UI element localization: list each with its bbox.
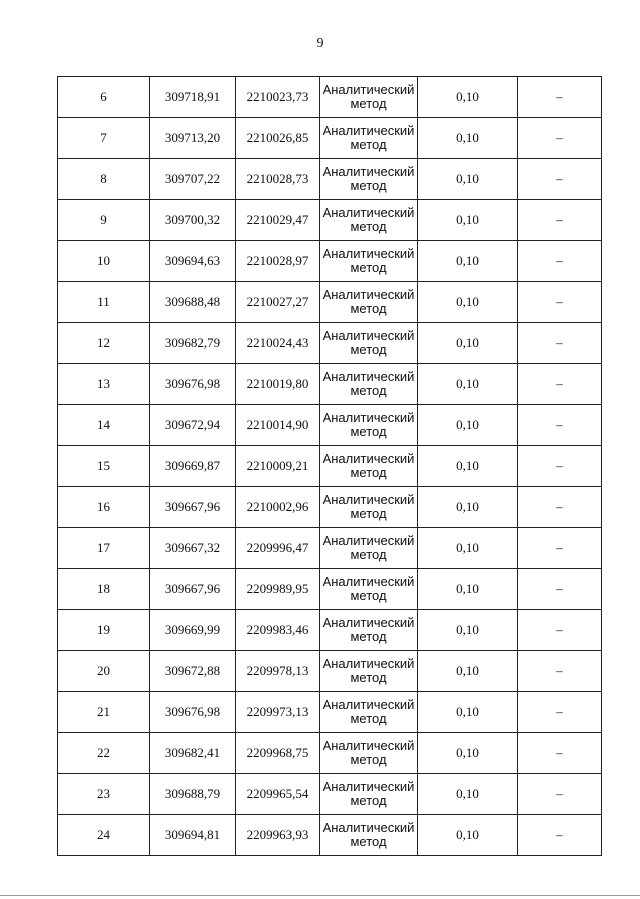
- table-row: [58, 241, 602, 282]
- precision-cell: 0,10: [418, 323, 518, 364]
- y-coordinate-cell: 2210027,27: [236, 282, 320, 323]
- x-coordinate-cell: 309676,98: [150, 692, 236, 733]
- x-coordinate-cell: 309688,48: [150, 282, 236, 323]
- method-label-line1: Аналитический: [322, 123, 415, 138]
- method-cell: [320, 159, 418, 200]
- point-number-cell: 13: [58, 364, 150, 405]
- method-cell: [320, 446, 418, 487]
- method-cell: [320, 651, 418, 692]
- note-cell: –: [518, 405, 602, 446]
- method-label-line2: метод: [350, 260, 387, 275]
- point-number-cell: 21: [58, 692, 150, 733]
- page-bottom-rule: [0, 895, 640, 896]
- note-cell: –: [518, 815, 602, 856]
- method-label-line1: Аналитический: [322, 205, 415, 220]
- method-label-line1: Аналитический: [322, 410, 415, 425]
- method-label-line2: метод: [350, 342, 387, 357]
- y-coordinate-cell: 2210019,80: [236, 364, 320, 405]
- method-cell: [320, 487, 418, 528]
- method-label-line1: Аналитический: [322, 246, 415, 261]
- x-coordinate-cell: 309676,98: [150, 364, 236, 405]
- method-cell: [320, 364, 418, 405]
- note-cell: –: [518, 77, 602, 118]
- table-row: [58, 610, 602, 651]
- precision-cell: 0,10: [418, 733, 518, 774]
- table-row: [58, 815, 602, 856]
- method-label-line1: Аналитический: [322, 164, 415, 179]
- point-number-cell: 16: [58, 487, 150, 528]
- x-coordinate-cell: 309667,96: [150, 487, 236, 528]
- table-row: [58, 487, 602, 528]
- table-row: [58, 323, 602, 364]
- x-coordinate-cell: 309700,32: [150, 200, 236, 241]
- table-row: [58, 118, 602, 159]
- method-label-line2: метод: [350, 219, 387, 234]
- point-number-cell: 11: [58, 282, 150, 323]
- precision-cell: 0,10: [418, 774, 518, 815]
- note-cell: –: [518, 241, 602, 282]
- method-label-line2: метод: [350, 383, 387, 398]
- point-number-cell: 6: [58, 77, 150, 118]
- precision-cell: 0,10: [418, 651, 518, 692]
- table-row: [58, 77, 602, 118]
- point-number-cell: 23: [58, 774, 150, 815]
- point-number-cell: 20: [58, 651, 150, 692]
- method-cell: [320, 692, 418, 733]
- x-coordinate-cell: 309682,41: [150, 733, 236, 774]
- y-coordinate-cell: 2209989,95: [236, 569, 320, 610]
- note-cell: –: [518, 159, 602, 200]
- y-coordinate-cell: 2209965,54: [236, 774, 320, 815]
- y-coordinate-cell: 2210014,90: [236, 405, 320, 446]
- precision-cell: 0,10: [418, 405, 518, 446]
- table-row: [58, 159, 602, 200]
- method-label-line2: метод: [350, 629, 387, 644]
- point-number-cell: 9: [58, 200, 150, 241]
- y-coordinate-cell: 2210023,73: [236, 77, 320, 118]
- y-coordinate-cell: 2209968,75: [236, 733, 320, 774]
- method-cell: [320, 405, 418, 446]
- method-label-line1: Аналитический: [322, 451, 415, 466]
- method-label-line2: метод: [350, 506, 387, 521]
- table-row: [58, 569, 602, 610]
- precision-cell: 0,10: [418, 610, 518, 651]
- precision-cell: 0,10: [418, 200, 518, 241]
- point-number-cell: 22: [58, 733, 150, 774]
- x-coordinate-cell: 309694,81: [150, 815, 236, 856]
- method-cell: [320, 528, 418, 569]
- note-cell: –: [518, 118, 602, 159]
- x-coordinate-cell: 309667,32: [150, 528, 236, 569]
- x-coordinate-cell: 309694,63: [150, 241, 236, 282]
- method-label-line1: Аналитический: [322, 82, 415, 97]
- method-label-line1: Аналитический: [322, 615, 415, 630]
- method-label-line1: Аналитический: [322, 656, 415, 671]
- precision-cell: 0,10: [418, 282, 518, 323]
- method-cell: [320, 774, 418, 815]
- note-cell: –: [518, 610, 602, 651]
- method-label-line1: Аналитический: [322, 738, 415, 753]
- table-row: [58, 282, 602, 323]
- method-cell: [320, 815, 418, 856]
- note-cell: –: [518, 282, 602, 323]
- table-row: [58, 405, 602, 446]
- note-cell: –: [518, 446, 602, 487]
- table-row: [58, 651, 602, 692]
- method-label-line1: Аналитический: [322, 574, 415, 589]
- y-coordinate-cell: 2210002,96: [236, 487, 320, 528]
- y-coordinate-cell: 2209973,13: [236, 692, 320, 733]
- note-cell: –: [518, 200, 602, 241]
- x-coordinate-cell: 309682,79: [150, 323, 236, 364]
- table-row: [58, 364, 602, 405]
- note-cell: –: [518, 528, 602, 569]
- precision-cell: 0,10: [418, 487, 518, 528]
- method-label-line2: метод: [350, 793, 387, 808]
- point-number-cell: 8: [58, 159, 150, 200]
- method-label-line1: Аналитический: [322, 328, 415, 343]
- method-label-line2: метод: [350, 137, 387, 152]
- point-number-cell: 19: [58, 610, 150, 651]
- precision-cell: 0,10: [418, 364, 518, 405]
- y-coordinate-cell: 2210028,73: [236, 159, 320, 200]
- table-row: [58, 200, 602, 241]
- precision-cell: 0,10: [418, 569, 518, 610]
- x-coordinate-cell: 309688,79: [150, 774, 236, 815]
- method-label-line1: Аналитический: [322, 697, 415, 712]
- y-coordinate-cell: 2210028,97: [236, 241, 320, 282]
- point-number-cell: 17: [58, 528, 150, 569]
- method-cell: [320, 569, 418, 610]
- point-number-cell: 14: [58, 405, 150, 446]
- y-coordinate-cell: 2209978,13: [236, 651, 320, 692]
- method-cell: [320, 733, 418, 774]
- precision-cell: 0,10: [418, 692, 518, 733]
- point-number-cell: 12: [58, 323, 150, 364]
- y-coordinate-cell: 2210024,43: [236, 323, 320, 364]
- x-coordinate-cell: 309672,88: [150, 651, 236, 692]
- note-cell: –: [518, 364, 602, 405]
- x-coordinate-cell: 309669,99: [150, 610, 236, 651]
- note-cell: –: [518, 569, 602, 610]
- point-number-cell: 24: [58, 815, 150, 856]
- note-cell: –: [518, 651, 602, 692]
- method-label-line2: метод: [350, 301, 387, 316]
- y-coordinate-cell: 2209963,93: [236, 815, 320, 856]
- method-cell: [320, 77, 418, 118]
- method-label-line2: метод: [350, 96, 387, 111]
- table-row: [58, 528, 602, 569]
- method-label-line1: Аналитический: [322, 287, 415, 302]
- table-row: [58, 733, 602, 774]
- method-cell: [320, 118, 418, 159]
- method-label-line1: Аналитический: [322, 820, 415, 835]
- method-cell: [320, 200, 418, 241]
- note-cell: –: [518, 733, 602, 774]
- y-coordinate-cell: 2209996,47: [236, 528, 320, 569]
- x-coordinate-cell: 309713,20: [150, 118, 236, 159]
- method-label-line2: метод: [350, 711, 387, 726]
- x-coordinate-cell: 309667,96: [150, 569, 236, 610]
- table-row: [58, 774, 602, 815]
- table-row: [58, 692, 602, 733]
- y-coordinate-cell: 2210029,47: [236, 200, 320, 241]
- coordinates-table: [57, 76, 602, 856]
- method-label-line2: метод: [350, 178, 387, 193]
- point-number-cell: 18: [58, 569, 150, 610]
- method-label-line2: метод: [350, 465, 387, 480]
- method-label-line1: Аналитический: [322, 779, 415, 794]
- method-cell: [320, 241, 418, 282]
- method-label-line2: метод: [350, 834, 387, 849]
- method-label-line1: Аналитический: [322, 492, 415, 507]
- method-label-line1: Аналитический: [322, 369, 415, 384]
- table-row: [58, 446, 602, 487]
- method-label-line2: метод: [350, 670, 387, 685]
- precision-cell: 0,10: [418, 77, 518, 118]
- y-coordinate-cell: 2209983,46: [236, 610, 320, 651]
- precision-cell: 0,10: [418, 528, 518, 569]
- y-coordinate-cell: 2210009,21: [236, 446, 320, 487]
- page-number: 9: [316, 36, 324, 51]
- method-label-line1: Аналитический: [322, 533, 415, 548]
- note-cell: –: [518, 487, 602, 528]
- method-label-line2: метод: [350, 547, 387, 562]
- x-coordinate-cell: 309718,91: [150, 77, 236, 118]
- note-cell: –: [518, 774, 602, 815]
- point-number-cell: 15: [58, 446, 150, 487]
- point-number-cell: 7: [58, 118, 150, 159]
- point-number-cell: 10: [58, 241, 150, 282]
- method-label-line2: метод: [350, 752, 387, 767]
- method-cell: [320, 282, 418, 323]
- precision-cell: 0,10: [418, 118, 518, 159]
- method-label-line2: метод: [350, 424, 387, 439]
- note-cell: –: [518, 692, 602, 733]
- precision-cell: 0,10: [418, 815, 518, 856]
- x-coordinate-cell: 309672,94: [150, 405, 236, 446]
- table-body: [58, 77, 602, 856]
- method-cell: [320, 610, 418, 651]
- x-coordinate-cell: 309669,87: [150, 446, 236, 487]
- y-coordinate-cell: 2210026,85: [236, 118, 320, 159]
- method-label-line2: метод: [350, 588, 387, 603]
- precision-cell: 0,10: [418, 159, 518, 200]
- note-cell: –: [518, 323, 602, 364]
- x-coordinate-cell: 309707,22: [150, 159, 236, 200]
- precision-cell: 0,10: [418, 241, 518, 282]
- precision-cell: 0,10: [418, 446, 518, 487]
- method-cell: [320, 323, 418, 364]
